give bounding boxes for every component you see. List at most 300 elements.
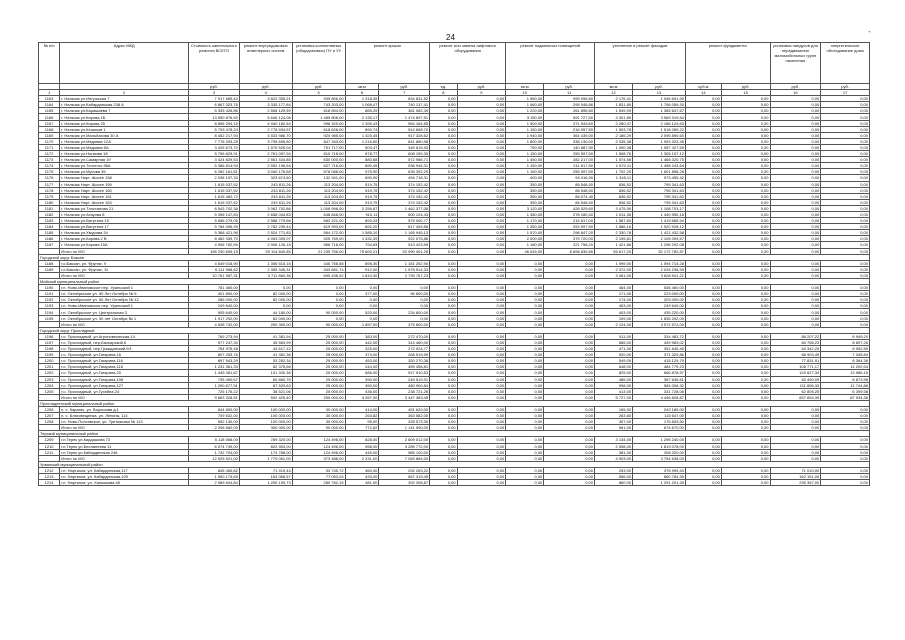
- value-cell: 0,00: [685, 321, 721, 327]
- row-number: 1209: [39, 437, 60, 443]
- value-cell: 3 447 383,45: [379, 394, 430, 400]
- value-cell: 0,00: [821, 211, 870, 217]
- value-cell: 234 800,00: [379, 309, 430, 315]
- value-cell: 106 771,17: [770, 364, 821, 370]
- value-cell: 1 385 647,67: [633, 108, 686, 114]
- value-cell: 0,00: [457, 480, 506, 486]
- value-cell: 0,00: [430, 205, 457, 211]
- value-cell: 2 561 434,85: [239, 157, 292, 163]
- value-cell: 1 450,00: [506, 157, 544, 163]
- row-number: 1169: [39, 132, 60, 138]
- value-cell: 486,00: [595, 376, 633, 382]
- row-number: 1186: [39, 236, 60, 242]
- value-cell: 2 195,81: [595, 236, 633, 242]
- value-cell: 0,00: [721, 425, 770, 431]
- value-cell: 0,00: [430, 419, 457, 425]
- row-number: 1177: [39, 181, 60, 187]
- value-cell: 174,00: [595, 297, 633, 303]
- row-number: 1194: [39, 309, 60, 315]
- value-cell: 0,00: [430, 169, 457, 175]
- value-cell: 1 345,11: [595, 175, 633, 181]
- header-col-foundation: ремонт фундамента: [685, 43, 770, 84]
- value-cell: 0,00: [685, 248, 721, 254]
- value-cell: 325,00: [345, 346, 379, 352]
- value-cell: 0,00: [821, 236, 870, 242]
- value-cell: 494 718,31: [379, 175, 430, 181]
- value-cell: 0,00: [544, 339, 595, 345]
- value-cell: 295 046,86: [544, 102, 595, 108]
- value-cell: 0,00: [721, 266, 770, 272]
- value-cell: 343 681,74: [292, 266, 345, 272]
- value-cell: 0,00: [239, 285, 292, 291]
- value-cell: 0,00: [457, 382, 506, 388]
- value-cell: 2 761 097,94: [239, 151, 292, 157]
- value-cell: 373 488,00: [292, 455, 345, 461]
- value-cell: 250 000,00: [292, 394, 345, 400]
- value-cell: 175 833,50: [633, 419, 686, 425]
- value-cell: 0,00: [544, 455, 595, 461]
- value-cell: 905 640,00: [189, 309, 240, 315]
- value-cell: 1 458 243,64: [633, 163, 686, 169]
- value-cell: 0,00: [292, 315, 345, 321]
- value-cell: 323 674,60: [239, 175, 292, 181]
- value-cell: 925 769,00: [292, 236, 345, 242]
- table-cell: 17: [821, 90, 870, 96]
- value-cell: 837 654,39: [770, 394, 821, 400]
- value-cell: 390,00: [345, 376, 379, 382]
- value-cell: 0,00: [821, 260, 870, 266]
- value-cell: 428 529,60: [544, 205, 595, 211]
- value-cell: 0,00: [506, 315, 544, 321]
- value-cell: 367 636,61: [633, 376, 686, 382]
- value-cell: 0,00: [721, 211, 770, 217]
- table-cell: 2: [60, 90, 189, 96]
- value-cell: 4 538 732,00: [189, 321, 240, 327]
- value-cell: 101 330,36: [239, 370, 292, 376]
- value-cell: 95,00: [345, 419, 379, 425]
- value-cell: 2 280,47: [595, 120, 633, 126]
- value-cell: 910,11: [345, 211, 379, 217]
- value-cell: 3 040 176,68: [239, 169, 292, 175]
- value-cell: 2 038 197,33: [189, 175, 240, 181]
- value-cell: 1 180,00: [506, 242, 544, 248]
- value-cell: 0,00: [345, 303, 379, 309]
- value-cell: 917 328,62: [379, 132, 430, 138]
- value-cell: 0,00: [457, 449, 506, 455]
- value-cell: 1 231 361,33: [189, 364, 240, 370]
- address-cell: г.п. Ново-Ивановское пер. Уральский 1: [60, 303, 189, 309]
- value-cell: 0,00: [457, 242, 506, 248]
- value-cell: 3 754 638,00: [633, 455, 686, 461]
- value-cell: 0,00: [721, 157, 770, 163]
- value-cell: 0,00: [430, 260, 457, 266]
- value-cell: 350,00: [506, 193, 544, 199]
- value-cell: 0,00: [721, 480, 770, 486]
- value-cell: 0,00: [430, 132, 457, 138]
- value-cell: 334 483,72: [633, 333, 686, 339]
- value-cell: 25 000,00: [292, 364, 345, 370]
- value-cell: 453,00: [345, 358, 379, 364]
- value-cell: 0,00: [430, 199, 457, 205]
- value-cell: 86 974,40: [544, 193, 595, 199]
- value-cell: 1 165 945,13: [379, 230, 430, 236]
- value-cell: 0,00: [506, 413, 544, 419]
- value-cell: 63 490,05: [770, 376, 821, 382]
- value-cell: 0,00: [544, 406, 595, 412]
- row-number: 1212: [39, 467, 60, 473]
- value-cell: 0,00: [770, 449, 821, 455]
- value-cell: 0,00: [457, 120, 506, 126]
- row-number: 1179: [39, 193, 60, 199]
- value-cell: 403,00: [595, 309, 633, 315]
- value-cell: 2 256,87: [345, 205, 379, 211]
- value-cell: 0,00: [685, 272, 721, 278]
- value-cell: 0,00: [685, 449, 721, 455]
- value-cell: 451 620,00: [379, 406, 430, 412]
- value-cell: 0,00: [544, 425, 595, 431]
- value-cell: 0,00: [292, 303, 345, 309]
- value-cell: 0,00: [721, 406, 770, 412]
- value-cell: 0,00: [685, 266, 721, 272]
- value-cell: 0,00: [506, 425, 544, 431]
- value-cell: 41 381,94: [239, 333, 292, 339]
- value-cell: 0,00: [685, 437, 721, 443]
- value-cell: 4 267,00: [345, 394, 379, 400]
- row-number: 1201: [39, 364, 60, 370]
- value-cell: 41 381,36: [239, 352, 292, 358]
- value-cell: 25 000,00: [292, 339, 345, 345]
- value-cell: 25 000,00: [292, 333, 345, 339]
- value-cell: 0,00: [770, 321, 821, 327]
- value-cell: 0,00: [457, 443, 506, 449]
- value-cell: 683 221,00: [292, 218, 345, 224]
- value-cell: 939 806,00: [292, 96, 345, 102]
- value-cell: 751 717,00: [292, 144, 345, 150]
- value-cell: 0,00: [821, 413, 870, 419]
- value-cell: 0,00: [821, 169, 870, 175]
- value-cell: 331 728,06: [633, 388, 686, 394]
- value-cell: 0,00: [770, 187, 821, 193]
- value-cell: 244,00: [345, 364, 379, 370]
- value-cell: 893,33: [345, 218, 379, 224]
- value-cell: 0,00: [721, 437, 770, 443]
- row-number: 1173: [39, 157, 60, 163]
- value-cell: 0,00: [821, 181, 870, 187]
- value-cell: 0,00: [430, 388, 457, 394]
- value-cell: 1 586,16: [595, 224, 633, 230]
- value-cell: 9 663 328,51: [189, 394, 240, 400]
- value-cell: 0,00: [821, 193, 870, 199]
- value-cell: 0,00: [544, 364, 595, 370]
- value-cell: 0,00: [457, 455, 506, 461]
- value-cell: 618 628,00: [292, 126, 345, 132]
- value-cell: 690 438,32: [292, 272, 345, 278]
- value-cell: 0,00: [544, 297, 595, 303]
- value-cell: 795 341,63: [633, 199, 686, 205]
- value-cell: 2 186,29: [595, 132, 633, 138]
- value-cell: 0,00: [721, 388, 770, 394]
- value-cell: 1 305 157,12: [633, 151, 686, 157]
- table-cell: 10: [506, 90, 544, 96]
- value-cell: 0,00: [685, 108, 721, 114]
- value-cell: 0,00: [457, 248, 506, 254]
- value-cell: 3 150,00: [506, 114, 544, 120]
- value-cell: 0,00: [821, 224, 870, 230]
- value-cell: 4 903,00: [595, 455, 633, 461]
- value-cell: 0,00: [430, 157, 457, 163]
- value-cell: 0,00: [721, 260, 770, 266]
- value-cell: 1 549,09: [595, 108, 633, 114]
- value-cell: 536 460,00: [633, 285, 686, 291]
- value-cell: 211 817,50: [544, 163, 595, 169]
- value-cell: 243 811,26: [239, 181, 292, 187]
- address-cell: г. Нальчик Нарт. Шосее 163: [60, 199, 189, 205]
- value-cell: 2 176,41: [595, 96, 633, 102]
- value-cell: 1 520 928,12: [633, 224, 686, 230]
- value-cell: 0,00: [457, 169, 506, 175]
- value-cell: 0,00: [430, 303, 457, 309]
- value-cell: 0,00: [685, 382, 721, 388]
- table-cell: 4: [239, 90, 292, 96]
- value-cell: 0,00: [544, 382, 595, 388]
- value-cell: 87 934,36: [821, 394, 870, 400]
- value-cell: 4 906 762,59: [189, 242, 240, 248]
- value-cell: 0,00: [457, 425, 506, 431]
- value-cell: 243 811,26: [239, 193, 292, 199]
- value-cell: 0,00: [770, 169, 821, 175]
- value-cell: 0,00: [430, 230, 457, 236]
- value-cell: 652 130,00: [189, 419, 240, 425]
- value-cell: 1 108 703,17: [633, 205, 686, 211]
- value-cell: 6 873,98: [821, 376, 870, 382]
- value-cell: 0,00: [430, 120, 457, 126]
- value-cell: 0,00: [721, 108, 770, 114]
- value-cell: 0,00: [506, 346, 544, 352]
- value-cell: 346 756,58: [292, 260, 345, 266]
- value-cell: 0,00: [544, 309, 595, 315]
- value-cell: 4 446 828,87: [633, 394, 686, 400]
- value-cell: 836,52: [595, 187, 633, 193]
- value-cell: 100 000,00: [239, 419, 292, 425]
- address-cell: г. Нальчик ул.Кабардинская 238 А: [60, 102, 189, 108]
- header-col-energy-audit: энергетическое обследование дома: [821, 43, 870, 84]
- value-cell: 0,00: [430, 333, 457, 339]
- address-cell: г. Нальчик ул.Мальбахова 30 А: [60, 132, 189, 138]
- value-cell: 998,00: [595, 382, 633, 388]
- value-cell: 3 475,90: [595, 205, 633, 211]
- value-cell: 667 319,49: [379, 474, 430, 480]
- value-cell: 0,00: [721, 193, 770, 199]
- value-cell: 46 045,00: [506, 248, 544, 254]
- value-cell: 1 810,30: [345, 272, 379, 278]
- value-cell: 795 341,63: [633, 181, 686, 187]
- value-cell: 3 572 572,00: [633, 321, 686, 327]
- value-cell: 0,00: [770, 96, 821, 102]
- value-cell: 0,00: [457, 108, 506, 114]
- value-cell: 350,00: [506, 181, 544, 187]
- value-cell: 90 000,00: [292, 321, 345, 327]
- value-cell: 5 727,00: [595, 394, 633, 400]
- value-cell: 290 390,00: [239, 321, 292, 327]
- value-cell: 1 576 525,04: [239, 144, 292, 150]
- row-number: 1200: [39, 358, 60, 364]
- value-cell: 690,90: [345, 175, 379, 181]
- value-cell: 0,00: [430, 114, 457, 120]
- value-cell: 1 325,45: [345, 132, 379, 138]
- value-cell: 0,00: [685, 138, 721, 144]
- value-cell: 96 800,00: [379, 291, 430, 297]
- value-cell: 794,83: [345, 242, 379, 248]
- value-cell: 648,00: [595, 364, 633, 370]
- value-cell: 1 170,00: [506, 218, 544, 224]
- value-cell: 0,00: [345, 285, 379, 291]
- value-cell: 845 450,82: [189, 467, 240, 473]
- value-cell: 86 548,00: [544, 199, 595, 205]
- value-cell: 0,00: [685, 151, 721, 157]
- row-number: 1175: [39, 169, 60, 175]
- value-cell: 0,00: [506, 364, 544, 370]
- value-cell: 0,00: [770, 297, 821, 303]
- value-cell: 10 761 987,31: [189, 272, 240, 278]
- value-cell: 0,00: [770, 218, 821, 224]
- value-cell: 709 632,00: [189, 413, 240, 419]
- value-cell: 0,00: [770, 443, 821, 449]
- value-cell: 71 010,00: [770, 467, 821, 473]
- value-cell: 215 817,00: [544, 218, 595, 224]
- value-cell: 1 999,00: [595, 260, 633, 266]
- value-cell: 0,00: [821, 272, 870, 278]
- value-cell: 0,00: [544, 480, 595, 486]
- value-cell: 25 000,00: [292, 370, 345, 376]
- value-cell: 0,00: [506, 480, 544, 486]
- value-cell: 0,00: [457, 205, 506, 211]
- row-number: 1182: [39, 211, 60, 217]
- value-cell: 1 150,00: [506, 163, 544, 169]
- value-cell: 82 000,00: [239, 297, 292, 303]
- value-cell: 33 745,72: [292, 467, 345, 473]
- value-cell: 243 811,26: [239, 187, 292, 193]
- value-cell: 0,00: [770, 437, 821, 443]
- value-cell: 2 186 124,63: [633, 120, 686, 126]
- value-cell: 3 120,00: [506, 205, 544, 211]
- value-cell: 834 831,52: [379, 96, 430, 102]
- value-cell: 86 548,00: [544, 181, 595, 187]
- value-cell: 90 000,00: [292, 309, 345, 315]
- value-cell: 30 000,00: [292, 406, 345, 412]
- value-cell: 0,00: [721, 187, 770, 193]
- row-number: 1168: [39, 126, 60, 132]
- value-cell: 25 000,00: [292, 358, 345, 364]
- value-cell: 1 087 427,59: [633, 144, 686, 150]
- value-cell: 349 815,93: [379, 144, 430, 150]
- value-cell: 0,00: [685, 480, 721, 486]
- value-cell: 2 000,00: [506, 236, 544, 242]
- value-cell: 94 416,00: [544, 175, 595, 181]
- value-cell: 38 521,06: [239, 388, 292, 394]
- value-cell: 1 290 677,91: [189, 382, 240, 388]
- value-cell: 1 295 240,00: [633, 437, 686, 443]
- value-cell: 0,00: [821, 248, 870, 254]
- value-cell: 0,00: [457, 151, 506, 157]
- value-cell: 1 380,00: [506, 211, 544, 217]
- value-cell: 0,00: [721, 419, 770, 425]
- value-cell: 0,00: [544, 388, 595, 394]
- table-cell: 11: [544, 90, 595, 96]
- value-cell: 0,00: [506, 297, 544, 303]
- value-cell: 0,00: [721, 224, 770, 230]
- value-cell: 0,00: [770, 144, 821, 150]
- value-cell: 1 468 320,75: [633, 157, 686, 163]
- value-cell: 0,00: [685, 205, 721, 211]
- value-cell: 0,00: [821, 138, 870, 144]
- value-cell: 1 615 482,72: [189, 193, 240, 199]
- header-col-facade: утепление и ремонт фасадов: [595, 43, 686, 84]
- value-cell: 0,00: [721, 285, 770, 291]
- value-cell: 7 776 293,25: [189, 138, 240, 144]
- value-cell: 86 207,22: [770, 333, 821, 339]
- value-cell: 124 496,00: [292, 443, 345, 449]
- value-cell: 836,52: [595, 181, 633, 187]
- value-cell: 1 462 377,08: [379, 205, 430, 211]
- table-cell: 7: [379, 90, 430, 96]
- table-header: [39, 43, 870, 84]
- row-number: 1183: [39, 218, 60, 224]
- value-cell: 12 925 521,00: [189, 455, 240, 461]
- value-cell: 0,00: [821, 297, 870, 303]
- value-cell: 0,00: [457, 406, 506, 412]
- value-cell: 1 570,00: [506, 230, 544, 236]
- row-number: 1210: [39, 443, 60, 449]
- value-cell: 836,52: [595, 193, 633, 199]
- value-cell: 238 721,28: [379, 388, 430, 394]
- value-cell: 62 805,25: [770, 388, 821, 394]
- value-cell: 0,00: [457, 474, 506, 480]
- value-cell: 171,00: [595, 291, 633, 297]
- value-cell: 471,00: [595, 346, 633, 352]
- value-cell: 750,00: [506, 144, 544, 150]
- value-cell: 0,00: [821, 144, 870, 150]
- value-cell: 1 421,66: [595, 242, 633, 248]
- value-cell: 0,00: [544, 285, 595, 291]
- value-cell: 0,00: [506, 309, 544, 315]
- value-cell: 111 896,33: [770, 382, 821, 388]
- value-cell: 1 615 037,52: [189, 199, 240, 205]
- value-cell: 268 519,99: [379, 352, 430, 358]
- value-cell: 5 333 426,86: [189, 108, 240, 114]
- value-cell: 5 796 629,91: [189, 151, 240, 157]
- value-cell: 0,00: [721, 96, 770, 102]
- value-cell: 0,00: [506, 321, 544, 327]
- value-cell: 0,00: [430, 272, 457, 278]
- value-cell: 2 739 767,23: [379, 272, 430, 278]
- value-cell: 1 702,25: [595, 169, 633, 175]
- value-cell: 678 088,00: [292, 169, 345, 175]
- value-cell: 0,00: [770, 224, 821, 230]
- value-cell: 363 582,00: [379, 413, 430, 419]
- value-cell: 0,00: [430, 455, 457, 461]
- value-cell: 0,00: [544, 266, 595, 272]
- value-cell: 2 508 129,59: [239, 108, 292, 114]
- row-number: 1188: [39, 260, 60, 266]
- row-number: 1211: [39, 449, 60, 455]
- value-cell: 280 782,15: [292, 480, 345, 486]
- value-cell: 1 960,00: [506, 102, 544, 108]
- address-cell: г. Нальчик ул.Самарная 19: [60, 157, 189, 163]
- value-cell: 249 640,00: [189, 303, 240, 309]
- value-cell: 0,00: [457, 266, 506, 272]
- value-cell: 6 952,55: [821, 346, 870, 352]
- value-cell: 379 720,00: [544, 236, 595, 242]
